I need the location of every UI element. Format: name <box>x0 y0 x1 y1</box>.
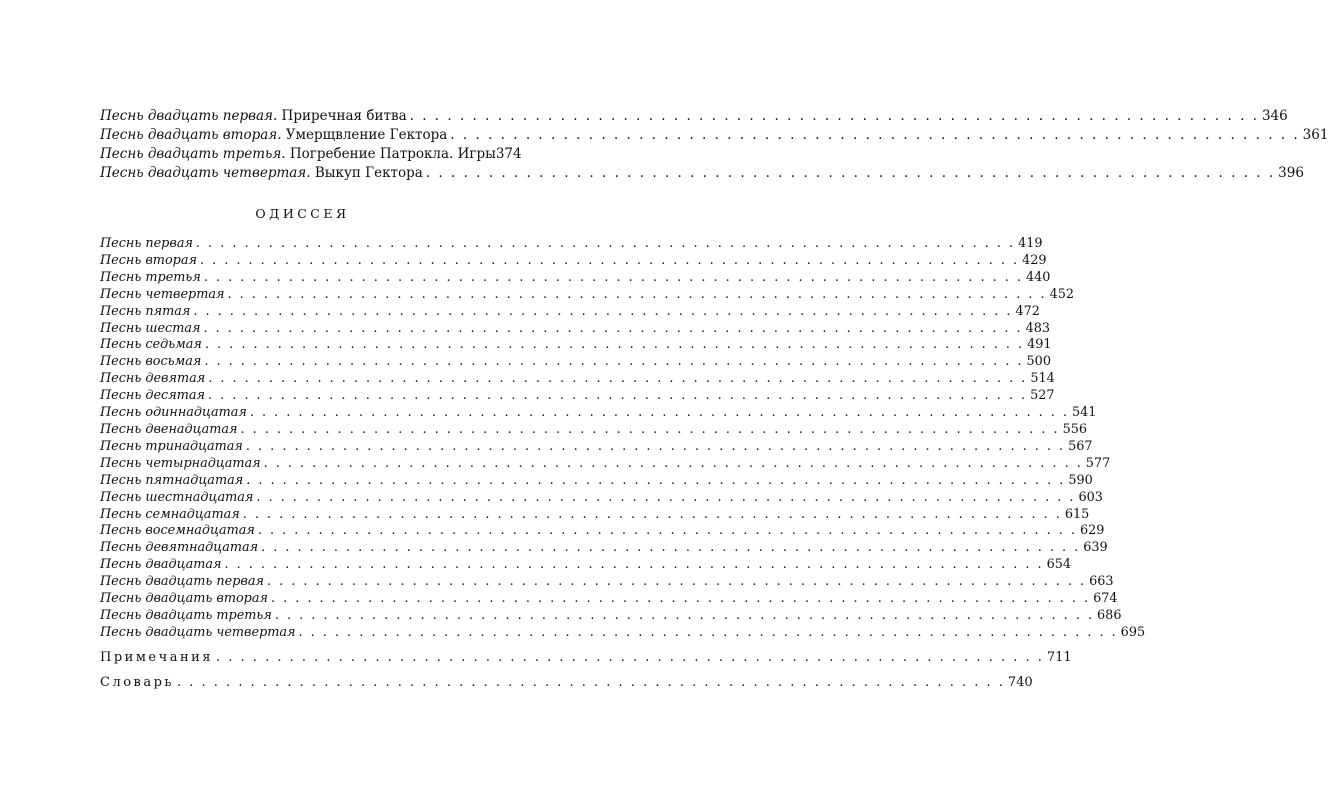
page-number: 483 <box>1025 320 1051 336</box>
dot-leader <box>193 304 1012 321</box>
toc-entry-title: Песнь третья <box>100 269 201 285</box>
toc-entry[interactable] <box>100 624 1146 642</box>
page-number: 686 <box>1097 607 1122 623</box>
toc-entry-title: Песнь седьмая <box>100 337 202 353</box>
page-number: 603 <box>1078 489 1103 505</box>
dot-leader <box>250 405 1069 422</box>
toc-entry-title: Песнь вторая <box>100 252 197 268</box>
toc-entry[interactable] <box>100 438 1093 456</box>
toc-entry-title: Песнь двадцать вторая <box>100 591 268 607</box>
toc-entry-title: Песнь десятая <box>100 388 205 404</box>
toc-entry[interactable] <box>100 506 1090 524</box>
appendix-toc-list <box>100 645 1072 695</box>
toc-entry-title: Песнь двадцать первая. Приречная битва <box>100 108 407 124</box>
toc-entry-title: Словарь <box>100 675 175 690</box>
page-number: 711 <box>1046 650 1072 665</box>
toc-entry[interactable] <box>100 126 1328 145</box>
dot-leader <box>243 507 1062 524</box>
dot-leader <box>208 371 1027 388</box>
page-number: 629 <box>1080 523 1105 539</box>
dot-leader <box>258 523 1077 540</box>
dot-leader <box>224 557 1043 574</box>
page-number: 740 <box>1007 675 1033 690</box>
toc-entry-title: Песнь двадцать вторая. Умерщвление Гектора <box>100 127 448 143</box>
toc-entry[interactable] <box>100 405 1097 422</box>
toc-entry[interactable] <box>100 557 1072 574</box>
toc-entry-title: Песнь девятая <box>100 371 206 387</box>
toc-entry[interactable] <box>100 523 1105 540</box>
toc-entry[interactable] <box>100 591 1118 608</box>
toc-entry-title: Песнь четырнадцатая <box>100 455 261 471</box>
page-number: 590 <box>1068 472 1093 488</box>
page-number: 419 <box>1018 236 1043 251</box>
dot-leader <box>410 107 1259 126</box>
toc-entry-title: Песнь двадцать первая <box>100 574 264 590</box>
toc-entry-title: Песнь восемнадцатая <box>100 523 255 539</box>
toc-entry-title: Песнь шестнадцатая <box>100 489 254 505</box>
dot-leader <box>261 540 1080 557</box>
toc-entry[interactable] <box>100 354 1051 371</box>
page-number: 654 <box>1046 557 1072 573</box>
dot-leader <box>271 591 1090 608</box>
toc-entry-title: Песнь шестая <box>100 320 201 336</box>
toc-entry-title: Песнь пятнадцатая <box>100 472 244 488</box>
iliad-toc-section <box>100 107 1328 183</box>
toc-entry-title: Песнь четвертая <box>100 286 225 302</box>
dot-leader <box>204 354 1023 371</box>
page-number: 346 <box>1261 108 1288 124</box>
dot-leader <box>205 337 1024 354</box>
page-number: 374 <box>495 146 522 162</box>
page-number: 500 <box>1026 354 1051 370</box>
dot-leader <box>450 126 1299 145</box>
page-number: 472 <box>1015 303 1040 319</box>
dot-leader <box>246 473 1065 490</box>
page-number: 396 <box>1278 165 1304 181</box>
dot-leader <box>264 456 1083 473</box>
toc-entry-title: Песнь пятая <box>100 303 191 319</box>
toc-entry[interactable] <box>100 269 1051 287</box>
page-number: 674 <box>1093 591 1118 607</box>
dot-leader <box>275 608 1094 625</box>
dot-leader <box>256 490 1075 507</box>
dot-leader <box>227 287 1046 304</box>
toc-entry[interactable] <box>100 607 1122 625</box>
page-number: 615 <box>1064 506 1090 522</box>
page-number: 514 <box>1030 371 1055 387</box>
page-number: 527 <box>1030 388 1055 404</box>
toc-entry[interactable] <box>100 472 1093 490</box>
dot-leader <box>240 422 1059 439</box>
page-number: 541 <box>1071 405 1097 421</box>
dot-leader <box>196 236 1015 253</box>
toc-entry-title: Песнь девятнадцатая <box>100 540 259 556</box>
toc-entry-title: Песнь восьмая <box>100 354 202 370</box>
page-number: 556 <box>1062 421 1088 437</box>
toc-entry[interactable] <box>100 540 1108 557</box>
toc-entry-title: Песнь первая <box>100 236 193 251</box>
toc-entry[interactable] <box>100 107 1288 126</box>
dot-leader <box>177 670 1005 695</box>
dot-leader <box>204 270 1023 287</box>
toc-entry-title: Песнь двенадцатая <box>100 421 238 437</box>
toc-entry[interactable] <box>100 421 1088 439</box>
toc-entry[interactable] <box>100 371 1055 388</box>
toc-entry-title: Примечания <box>100 650 214 665</box>
dot-leader <box>267 574 1086 591</box>
page-number: 567 <box>1068 438 1093 454</box>
page-number: 491 <box>1027 337 1052 353</box>
toc-entry[interactable] <box>100 574 1114 591</box>
page-number: 452 <box>1049 286 1075 302</box>
toc-entry[interactable] <box>100 320 1051 338</box>
toc-entry[interactable] <box>100 236 1043 253</box>
toc-entry-title: Песнь двадцатая <box>100 557 222 573</box>
odyssey-heading: ОДИССЕЯ <box>255 206 350 221</box>
dot-leader <box>203 321 1022 338</box>
toc-entry[interactable] <box>100 645 1072 670</box>
dot-leader <box>200 253 1019 270</box>
toc-entry-title: Песнь двадцать третья. Погребение Патрокла. Игры <box>100 146 496 162</box>
toc-entry-title: Песнь двадцать четвертая. Выкуп Гектора <box>100 165 423 181</box>
toc-entry[interactable] <box>100 337 1052 354</box>
toc-entry-title: Песнь одиннадцатая <box>100 405 247 421</box>
toc-entry-title: Песнь тринадцатая <box>100 438 243 454</box>
dot-leader <box>299 625 1118 642</box>
toc-entry[interactable] <box>100 303 1040 321</box>
toc-entry-title: Песнь двадцать третья <box>100 607 272 623</box>
page-number: 663 <box>1089 574 1114 590</box>
page-number: 361 <box>1302 127 1328 143</box>
toc-entry[interactable] <box>100 489 1103 507</box>
page-number: 429 <box>1022 252 1047 268</box>
toc-entry[interactable] <box>100 670 1033 695</box>
toc-entry[interactable] <box>100 164 1304 183</box>
page-number: 577 <box>1085 455 1111 471</box>
toc-entry-title: Песнь двадцать четвертая <box>100 624 296 640</box>
toc-entry[interactable] <box>100 286 1075 304</box>
page-number: 639 <box>1083 540 1108 556</box>
dot-leader <box>246 439 1065 456</box>
page-number: 695 <box>1120 624 1146 640</box>
toc-entry-title: Песнь семнадцатая <box>100 506 240 522</box>
dot-leader <box>208 388 1027 405</box>
odyssey-toc-list <box>100 236 1146 642</box>
dot-leader <box>216 645 1044 670</box>
toc-entry[interactable] <box>100 388 1055 405</box>
toc-entry[interactable] <box>100 455 1111 473</box>
toc-entry[interactable] <box>100 145 522 164</box>
page-number: 440 <box>1026 269 1051 285</box>
dot-leader <box>426 164 1275 183</box>
toc-entry[interactable] <box>100 252 1047 270</box>
